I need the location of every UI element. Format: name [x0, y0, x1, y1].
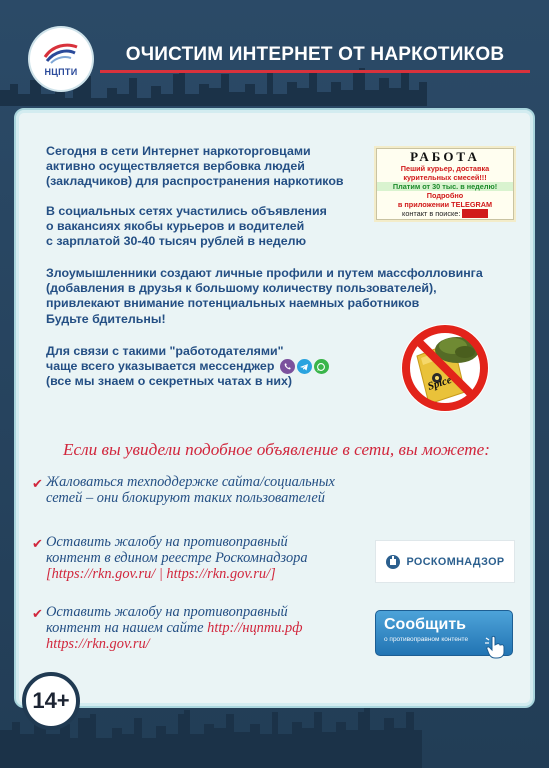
logo-swoosh-icon: [41, 41, 81, 65]
footer-skyline: [0, 690, 549, 768]
text-line: Будьте бдительны!: [46, 311, 166, 326]
text-line: (закладчиков) для распространения наркотиков: [46, 174, 344, 189]
text-line: (все мы знаем о секретных чатах в них): [46, 374, 293, 389]
hand-cursor-icon: [484, 635, 506, 659]
action-item-site: [32, 604, 302, 652]
ad-title: РАБОТА: [410, 149, 480, 164]
ad-line: Пеший курьер, доставка: [400, 164, 490, 173]
spice-package-text: Spice: [426, 373, 454, 393]
prohibited-drugs-sign: [399, 322, 491, 414]
ad-line: курительных смесей!!!: [403, 173, 487, 182]
ad-line: Подробно: [426, 191, 464, 200]
checkmark-icon: ✔: [32, 476, 43, 491]
age-rating-badge: 14+: [22, 672, 80, 730]
ncpti-link[interactable]: http://нцпти.рф: [207, 620, 303, 636]
text-line: о вакансиях якобы курьеров и водителей: [46, 219, 305, 234]
paragraph-massfollowing: [46, 266, 483, 327]
text-line: с зарплатой 30-40 тысяч рублей в неделю: [46, 234, 307, 249]
rkn-label: РОСКОМНАДЗОР: [406, 555, 505, 568]
action-line: контент на нашем сайте http://нцпти.рф: [46, 620, 303, 636]
text-line: (добавления в друзья к большому количеству пользователей),: [46, 281, 437, 296]
action-line: контент в едином реестре Роскомнадзора: [46, 550, 308, 566]
text-line: активно осуществляется вербовка людей: [46, 159, 305, 174]
text-line: В социальных сетях участились объявления: [46, 204, 327, 218]
action-line: Оставить жалобу на противоправный: [46, 604, 288, 620]
logo-text: НЦПТИ: [44, 67, 78, 77]
text-line: привлекают внимание потенциальных наемных работников: [46, 296, 420, 311]
text-line: чаще всего указывается мессенджер: [46, 359, 275, 374]
text-line: Сегодня в сети Интернет наркоторговцами: [46, 144, 311, 158]
header: [0, 0, 549, 108]
telegram-icon: [297, 359, 312, 374]
ad-line: в приложении TELEGRAM: [397, 200, 493, 209]
action-item-rkn: [32, 534, 308, 582]
checkmark-icon: ✔: [32, 536, 43, 551]
action-line: сетей – они блокируют таких пользователей: [46, 490, 326, 506]
paragraph-social-ads: [46, 204, 327, 250]
viber-icon: [280, 359, 295, 374]
messenger-icons: [280, 359, 329, 374]
call-to-action: Если вы увидели подобное объявление в сети, вы можете:: [63, 440, 490, 459]
logo: [30, 28, 92, 90]
paragraph-messengers: [46, 344, 329, 390]
checkmark-icon: ✔: [32, 606, 43, 621]
whatsapp-icon: [314, 359, 329, 374]
text-line-with-icons: [46, 359, 329, 374]
title-underline: [100, 70, 530, 73]
action-line: Жаловаться техподдержке сайта/социальных: [46, 474, 335, 490]
paragraph-recruitment: [46, 144, 344, 190]
report-button-sublabel: о противоправном контенте: [384, 636, 469, 643]
text-line: Злоумышленники создают личные профили и путем массфолловинга: [46, 266, 483, 280]
action-item-support: [32, 474, 335, 506]
page-title: ОЧИСТИМ ИНТЕРНЕТ ОТ НАРКОТИКОВ: [125, 44, 505, 65]
roskomnadzor-logo-button[interactable]: [375, 540, 515, 583]
ad-line: Платим от 30 тыс. в неделю!: [377, 182, 513, 191]
text-line: Для связи с такими "работодателями": [46, 344, 284, 358]
rkn-emblem-icon: [385, 554, 401, 570]
action-line: Оставить жалобу на противоправный: [46, 534, 288, 550]
ad-line: контакт в поиске: xxxxxxx: [402, 209, 488, 218]
report-button-label: Сообщить: [384, 616, 466, 633]
rkn-links[interactable]: [https://rkn.gov.ru/ | https://rkn.gov.ru/]: [46, 566, 276, 582]
rkn-link[interactable]: https://rkn.gov.ru/: [46, 636, 150, 652]
content-panel: [14, 108, 535, 708]
job-ad-image: [376, 148, 514, 220]
report-button[interactable]: [375, 610, 513, 656]
